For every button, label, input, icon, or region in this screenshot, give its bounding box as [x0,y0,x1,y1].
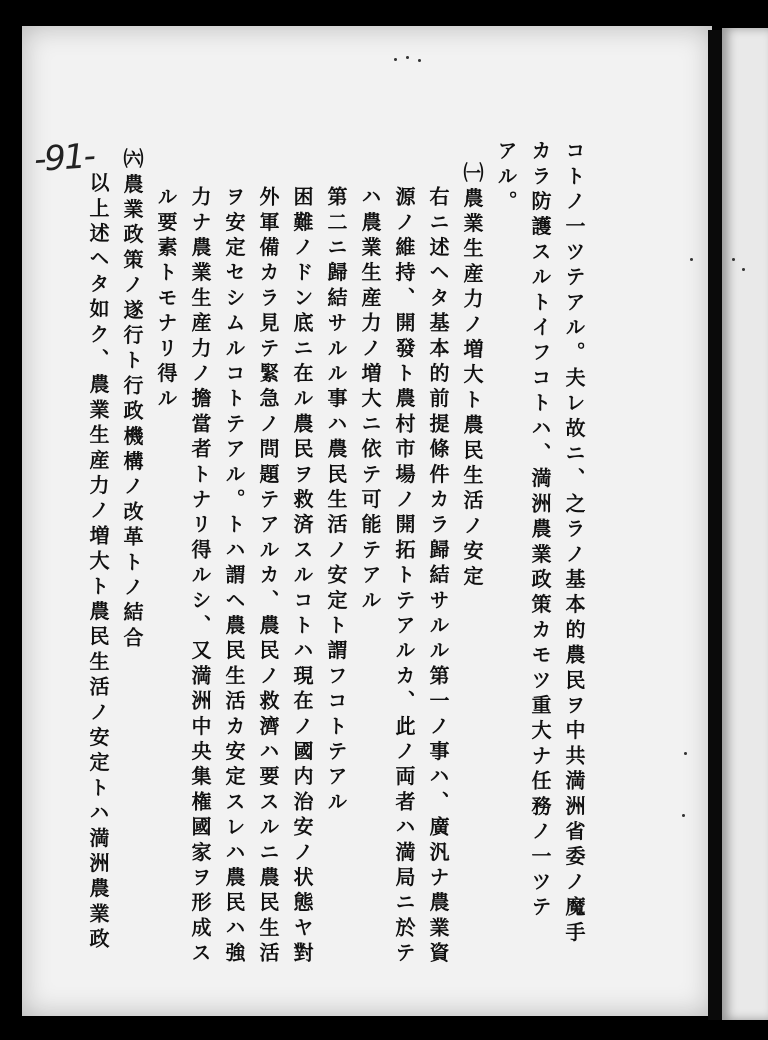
text-column-15: 以上述ヘタ如ク、農業生産力ノ増大ト農民生活ノ安定トハ満洲農業政 [86,172,110,954]
page-number: -91- [32,135,96,181]
speck [394,58,397,61]
section-heading-1: ㈠農業生産力ノ増大ト農民生活ノ安定 [460,162,484,591]
speck [732,258,735,261]
text-column-5: 右ニ述ヘタ基本的前提條件カラ歸結サルル第一ノ事ハ、廣汎ナ農業資 [426,186,450,968]
speck [682,814,685,817]
text-column-1: コトノ一ツテアル。夫レ故ニ、之ラノ基本的農民ヲ中共満洲省委ノ魔手 [562,140,586,947]
page-gutter [708,30,722,1020]
speck [418,59,421,62]
text-column-12: 力ナ農業生産力ノ擔當者トナリ得ルシ、又満洲中央集権國家ヲ形成ス [188,186,212,968]
adjacent-page [722,28,768,1020]
text-column-8: 第二ニ歸結サルル事ハ農民生活ノ安定ト謂フコトテアル [324,186,348,816]
text-column-2: カラ防護スルトイフコトハ、満洲農業政策カモツ重大ナ任務ノ一ツテ [528,140,552,922]
text-column-6: 源ノ維持、開發ト農村市場ノ開拓トテアルカ、此ノ両者ハ満局ニ於テ [392,186,416,968]
text-column-10: 外軍備カラ見テ緊急ノ問題テアルカ、農民ノ救濟ハ要スルニ農民生活 [256,186,280,968]
speck [690,258,693,261]
text-column-7: ハ農業生産力ノ増大ニ依テ可能テアル [358,186,382,615]
vertical-text-body [80,140,586,968]
text-column-13: ル要素トモナリ得ル [154,186,178,413]
speck [742,268,745,271]
text-column-11: ヲ安定セシムルコトテアル。トハ謂ヘ農民生活カ安定スレハ農民ハ強 [222,186,246,968]
speck [406,56,409,59]
text-column-3: アル。 [494,140,518,216]
text-column-9: 困難ノドン底ニ在ル農民ヲ救済スルコトハ現在ノ國内治安ノ状態ヤ對 [290,186,314,968]
section-heading-6: ㈥農業政策ノ遂行ト行政機構ノ改革トノ結合 [120,148,144,652]
speck [684,752,687,755]
